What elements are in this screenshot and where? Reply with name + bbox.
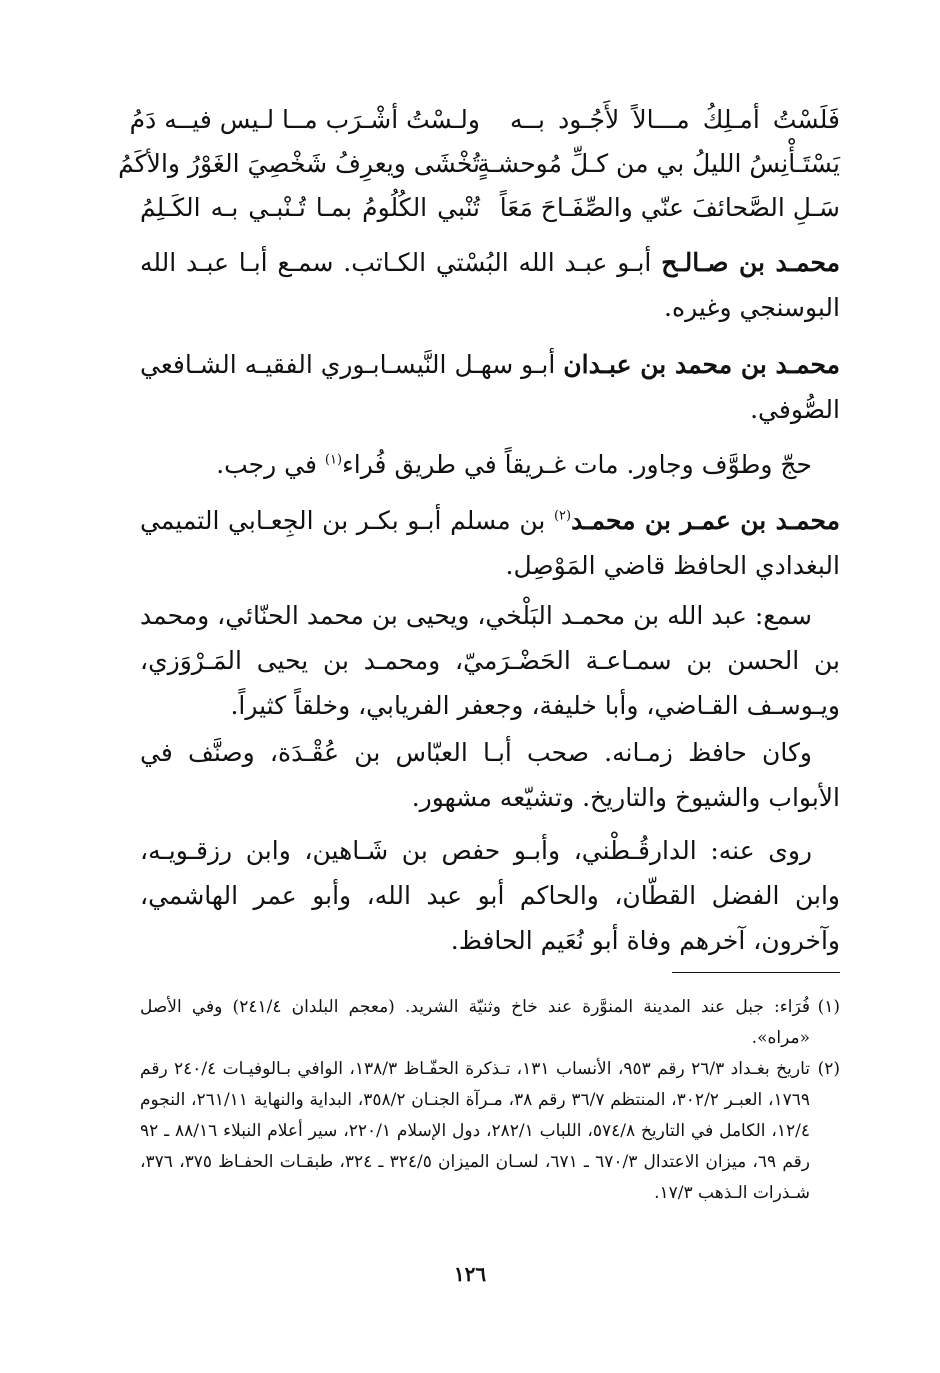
footnote-reference[interactable]: (١) — [324, 452, 343, 468]
footnote-divider — [672, 972, 840, 973]
entry-text: أبـو سهـل النَّيسـابـوري الفقيـه الشـافعي الصُّوفي. — [140, 350, 840, 424]
entry-text: بن مسلم أبـو بكـر بن الجِعـابي التميمي البغدادي الحافظ قاضي المَوْصِل. — [140, 506, 840, 580]
biography-entry — [140, 240, 840, 330]
entry-name: محمـد بن محمد بن عبـدان — [563, 350, 840, 379]
paragraph-text: روى عنه: الدارقُـطْني، وأبـو حفص بن شَـاهين، وابن رزقـويـه، وابن الفضل القطّان، والحاكم أبو عبد الله، وأبو عمر الهاشمي، وآخرون، آخرهم وفاة أبو نُعَيم الحافظ. — [140, 836, 840, 955]
verse-first-hemistich: فَلَسْتُ أمـلِكُ مـــالاً لأَجُـود بــه — [510, 105, 840, 134]
footnote-number: (٢) — [817, 1059, 840, 1079]
footnote-text: فُرَاء: جبل عند المدينة المنوَّرة عند خاخ وثنيّة الشريد. (معجم البلدان ٢٤١/٤) وفي الأصل «مراه». — [140, 997, 810, 1048]
verse-second-hemistich: ولـسْتُ أشْـرَب مــا لـيس فيــه دَمُ — [129, 105, 480, 134]
verse-first-hemistich: يَسْتَـأْنِسُ الليلُ بي من كـلِّ مُوحشـةٍ — [477, 149, 840, 178]
entry-text: أبـو عبـد الله البُسْتي الكـاتب. سمـع أبـا عبـد الله البوسنجي وغيره. — [140, 248, 840, 322]
footnote — [140, 992, 840, 1054]
paragraph-text: وكان حافظ زمـانه. صحب أبـا العبّاس بن عُقْـدَة، وصنَّف في الأبواب والشيوخ والتاريخ. وتشيّعه مشهور. — [140, 738, 840, 812]
verse-line — [129, 98, 840, 142]
entry-paragraph — [140, 828, 840, 963]
biography-entry — [140, 498, 840, 588]
poem-block — [118, 98, 840, 238]
paragraph-text: سمع: عبد الله بن محمـد البَلْخي، ويحيى بن محمد الحنّائي، ومحمد بن الحسن بن سمـاعـة الحَضْـرَميّ، ومحمـد بن يحيى المَـرْوَزي، ويـوسـف القـاضي، وأبا خليفة، وجعفر الفريابي، وخلقاً كثيراً. — [140, 601, 840, 720]
verse-line — [118, 142, 840, 186]
entry-paragraph — [140, 730, 840, 820]
footnote-reference[interactable]: (٢) — [553, 508, 572, 524]
paragraph-text: حجّ وطوَّف وجاور. مات غـريقاً في طريق فُراء — [342, 450, 812, 479]
verse-second-hemistich: تُخْشَى ويعرِفُ شَخْصِيَ الغَوْرُ والأكَمُ — [118, 149, 480, 178]
entry-paragraph — [140, 442, 840, 487]
entry-name: محمـد بن صـالـح — [661, 248, 840, 277]
verse-line — [140, 186, 840, 230]
page-number: ١٢٦ — [453, 1262, 487, 1286]
paragraph-text-end: في رجب. — [216, 450, 325, 479]
verse-second-hemistich: تُنْبي الكُلُومُ بمـا تُـنْبـي بـه الكَـلِمُ — [140, 193, 480, 222]
footnote-number: (١) — [817, 997, 840, 1017]
footnote — [140, 1054, 840, 1209]
entry-paragraph — [140, 593, 840, 728]
footnote-text: تاريخ بغـداد ٢٦/٣ رقم ٩٥٣، الأنساب ١٣١، تـذكرة الحفّـاظ ١٣٨/٣، الوافي بـالوفيـات ٢٤٠/٤ رقم ١٧٦٩، العبـر ٣٠٢/٢، المنتظم ٣٦/٧ رقم ٣٨، مـرآة الجنـان ٣٥٨/٢، البداية والنهاية ٢٦١/١١، النجوم ١٢/٤، الكامل في التاريخ ٥٧٤/٨، اللباب ٢٨٢/١، دول الإسلام ٢٢٠/١، سير أعلام النبلاء ٨٨/١٦ ـ ٩٢ رقم ٦٩، ميزان الاعتدال ٦٧٠/٣ ـ ٦٧١، لسـان الميزان ٣٢٤/٥ ـ ٣٢٤، طبقـات الحفـاظ ٣٧٥، ٣٧٦، شـذرات الـذهب ١٧/٣. — [140, 1059, 811, 1203]
verse-first-hemistich: سَـلِ الصَّحائفَ عنّي والصِّفَـاحَ مَعَاً — [499, 193, 840, 222]
biography-entry — [140, 342, 840, 432]
entry-name: محمـد بن عمـر بن محمـد — [571, 506, 841, 535]
